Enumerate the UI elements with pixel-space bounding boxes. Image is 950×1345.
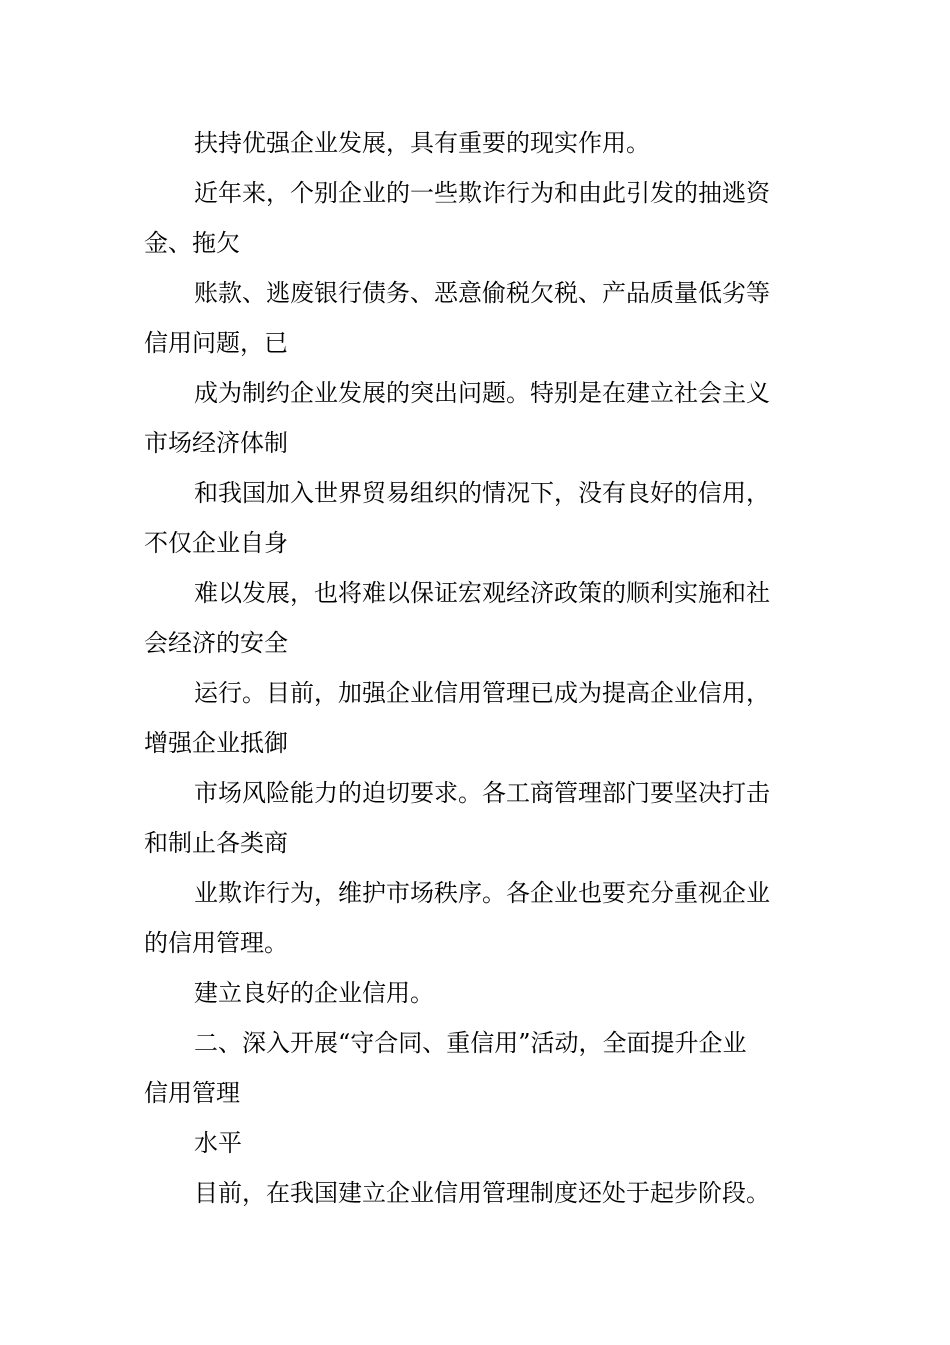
section-heading-line: 信用管理 xyxy=(144,1079,240,1107)
text-line: 和我国加入世界贸易组织的情况下，没有良好的信用， xyxy=(194,479,770,507)
text-line: 和制止各类商 xyxy=(144,829,288,857)
text-line: 信用问题，已 xyxy=(144,329,288,357)
document-body xyxy=(144,118,770,1218)
text-line: 增强企业抵御 xyxy=(144,729,288,757)
text-line: 市场经济体制 xyxy=(144,429,288,457)
text-line: 市场风险能力的迫切要求。各工商管理部门要坚决打击 xyxy=(194,779,770,807)
text-line: 运行。目前，加强企业信用管理已成为提高企业信用， xyxy=(194,679,770,707)
text-line: 会经济的安全 xyxy=(144,629,288,657)
text-line: 业欺诈行为，维护市场秩序。各企业也要充分重视企业 xyxy=(194,879,770,907)
text-line: 的信用管理。 xyxy=(144,929,288,957)
text-line: 目前，在我国建立企业信用管理制度还处于起步阶段。 xyxy=(194,1179,770,1207)
text-line: 账款、逃废银行债务、恶意偷税欠税、产品质量低劣等 xyxy=(194,279,770,307)
text-line: 金、拖欠 xyxy=(144,229,240,257)
text-line: 扶持优强企业发展，具有重要的现实作用。 xyxy=(194,129,650,157)
text-line: 近年来，个别企业的一些欺诈行为和由此引发的抽逃资 xyxy=(194,179,770,207)
section-heading-line: 二、深入开展“守合同、重信用”活动，全面提升企业 xyxy=(194,1029,747,1057)
text-line: 成为制约企业发展的突出问题。特别是在建立社会主义 xyxy=(194,379,770,407)
text-line: 难以发展，也将难以保证宏观经济政策的顺利实施和社 xyxy=(194,579,770,607)
section-heading-line: 水平 xyxy=(194,1129,242,1157)
text-line: 建立良好的企业信用。 xyxy=(194,979,434,1007)
text-line: 不仅企业自身 xyxy=(144,529,288,557)
